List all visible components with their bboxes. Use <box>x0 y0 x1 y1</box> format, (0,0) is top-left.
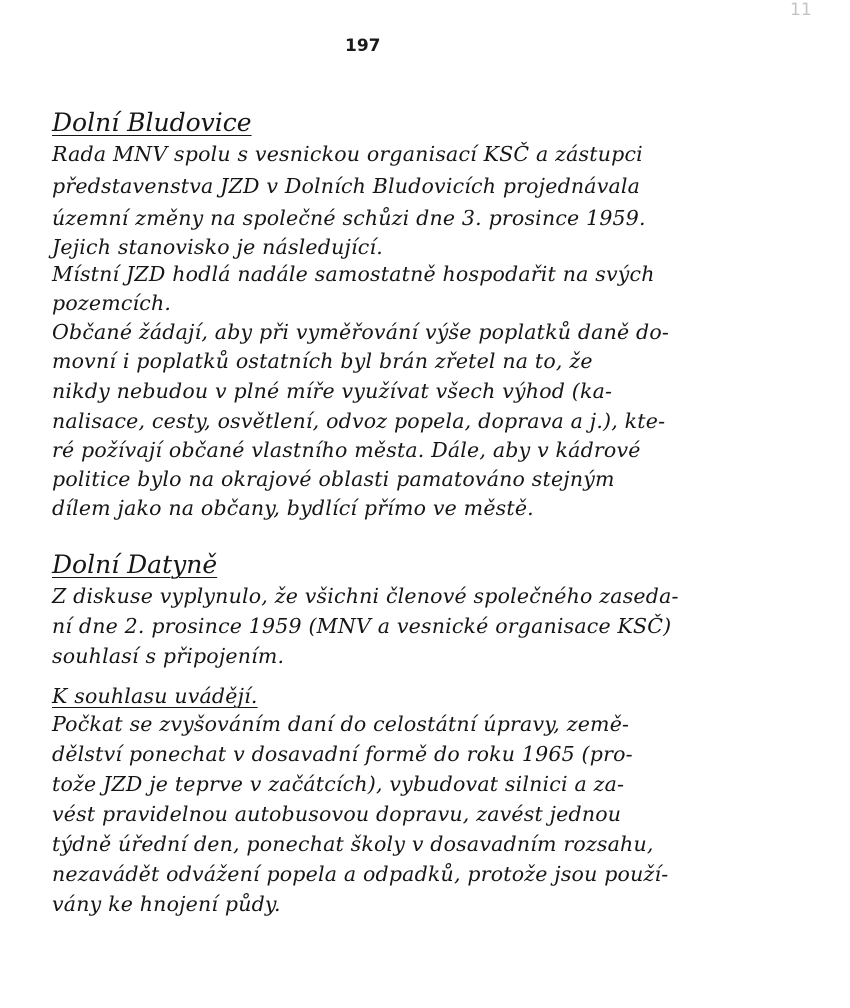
text-line: týdně úřední den, ponechat školy v dosavadním rozsahu, <box>52 832 654 856</box>
text-line: pozemcích. <box>52 291 172 315</box>
text-line: vést pravidelnou autobusovou dopravu, zavést jednou <box>52 802 622 826</box>
page-number: 197 <box>345 36 381 56</box>
text-line: souhlasí s připojením. <box>52 644 285 668</box>
text-line: dílem jako na občany, bydlící přímo ve městě. <box>52 496 534 520</box>
text-line: nezavádět odvážení popela a odpadků, protože jsou použí- <box>52 862 669 886</box>
text-line: Počkat se zvyšováním daní do celostátní úpravy, země- <box>52 712 630 736</box>
text-line: nalisace, cesty, osvětlení, odvoz popela, doprava a j.), kte- <box>52 409 666 433</box>
section-heading-dolni-datyne: Dolní Datyně <box>52 550 218 579</box>
text-line: ní dne 2. prosince 1959 (MNV a vesnické organisace KSČ) <box>52 614 672 638</box>
text-line: Z diskuse vyplynulo, že všichni členové společného zaseda- <box>52 584 679 608</box>
text-line: Místní JZD hodlá nadále samostatně hospodařit na svých <box>52 262 655 286</box>
text-line: Jejich stanovisko je následující. <box>52 235 383 259</box>
subheading-line: K souhlasu uvádějí. <box>52 684 258 708</box>
text-line: politice bylo na okrajové oblasti pamatováno stejným <box>52 467 615 491</box>
text-line: movní i poplatků ostatních byl brán zřetel na to, že <box>52 349 593 373</box>
text-line: ré požívají občané vlastního města. Dále, aby v kádrové <box>52 438 641 462</box>
text-line: územní změny na společné schůzi dne 3. prosince 1959. <box>52 206 646 230</box>
text-line: nikdy nebudou v plné míře využívat všech výhod (ka- <box>52 379 613 403</box>
text-line: dělství ponechat v dosavadní formě do roku 1965 (pro- <box>52 742 633 766</box>
section-heading-dolni-bludovice: Dolní Bludovice <box>52 108 252 137</box>
text-line: Občané žádají, aby při vyměřování výše poplatků daně do- <box>52 320 670 344</box>
corner-archive-mark: 11 <box>790 0 812 20</box>
text-line: tože JZD je teprve v začátcích), vybudovat silnici a za- <box>52 772 625 796</box>
text-line: představenstva JZD v Dolních Bludovicích projednávala <box>52 174 641 198</box>
text-line: Rada MNV spolu s vesnickou organisací KSČ a zástupci <box>52 142 643 166</box>
text-line: vány ke hnojení půdy. <box>52 892 281 916</box>
